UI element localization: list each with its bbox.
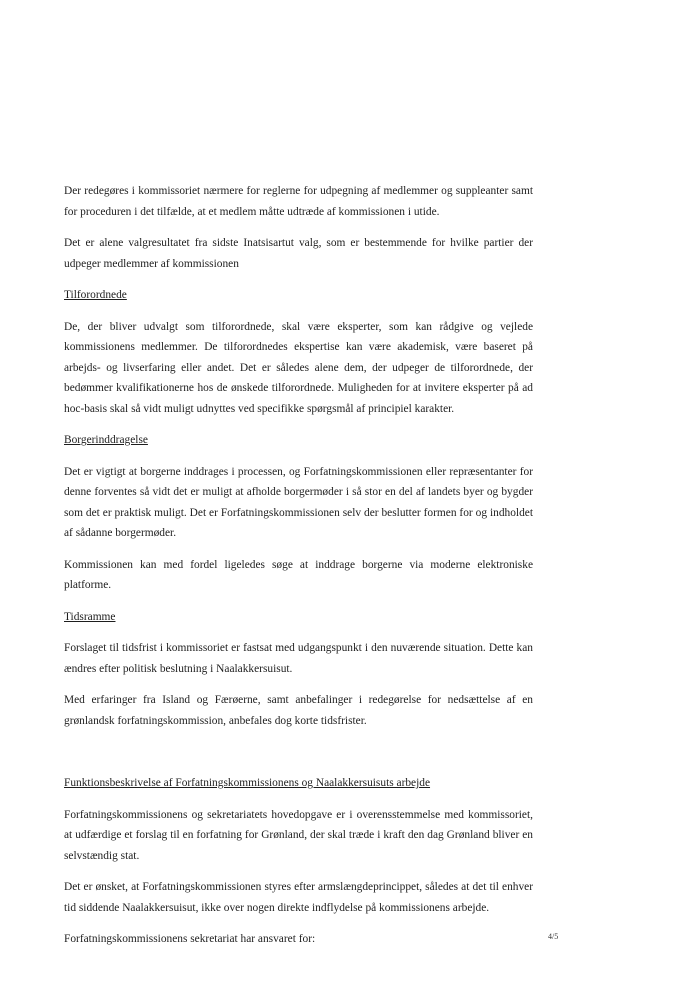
paragraph-tilforordnede: De, der bliver udvalgt som tilforordnede, skal være eksperter, som kan rådgive og vejlede kommissionens medlemmer. De tilforordnedes ekspertise kan være akademisk, være baseret på arbejds- og livserfaring eller andet. Det er således alene dem, der udpeger de tilforordnede, der bedømmer kvalifikationerne hos de ønskede tilforordnede. Muligheden for at invitere eksperter på ad hoc-basis skal så vidt muligt udnyttes ved specifikke spørgsmål af principiel karakter.	[64, 320, 533, 415]
document-body	[64, 181, 533, 950]
paragraph-erfaringer: Med erfaringer fra Island og Færøerne, samt anbefalinger i redegørelse for nedsættelse af en grønlandsk forfatningskommission, anbefales dog korte tidsfrister.	[64, 694, 533, 727]
paragraph-tidsfrist: Forslaget til tidsfrist i kommissoriet er fastsat med udgangspunkt i den nuværende situation. Dette kan ændres efter politisk beslutning i Naalakkersuisut.	[64, 642, 533, 675]
page-number: 4/5	[548, 932, 559, 941]
paragraph-valgresultat: Det er alene valgresultatet fra sidste Inatsisartut valg, som er bestemmende for hvilke partier der udpeger medlemmer af kommissionen	[64, 237, 533, 270]
paragraph-platforme: Kommissionen kan med fordel ligeledes søge at inddrage borgerne via moderne elektroniske platforme.	[64, 558, 533, 591]
paragraph-armslaengde: Det er ønsket, at Forfatningskommissionen styres efter armslængdeprincippet, således at det til enhver tid siddende Naalakkersuisut, ikke over nogen direkte indflydelse på kommissionens arbejde.	[64, 881, 533, 914]
heading-borgerinddragelse: Borgerinddragelse	[64, 434, 148, 446]
heading-tidsramme: Tidsramme	[64, 610, 116, 623]
paragraph-sekretariat: Forfatningskommissionens sekretariat har ansvaret for:	[64, 933, 316, 945]
paragraph-udpegning: Der redegøres i kommissoriet nærmere for reglerne for udpegning af medlemmer og suppleanter samt for proceduren i det tilfælde, at et medlem måtte udtræde af kommissionen i utide.	[64, 185, 533, 218]
paragraph-hovedopgave: Forfatningskommissionens og sekretariatets hovedopgave er i overensstemmelse med kommissoriet, at udfærdige et forslag til en forfatning for Grønland, der skal træde i kraft den dag Grønland bliver en selvstændig stat.	[64, 808, 533, 862]
paragraph-borgermoeder: Det er vigtigt at borgerne inddrages i processen, og Forfatningskommissionen eller repræsentanter for denne forventes så vidt det er muligt at afholde borgermøder i så stor en del af landets byer og bygder som det er praktisk muligt. Det er Forfatningskommissionen selv der beslutter formen for og indholdet af sådanne borgermøder.	[64, 465, 533, 539]
heading-tilforordnede: Tilforordnede	[64, 289, 127, 301]
heading-funktionsbeskrivelse: Funktionsbeskrivelse af Forfatningskommissionens og Naalakkersuisuts arbejde	[64, 777, 431, 789]
